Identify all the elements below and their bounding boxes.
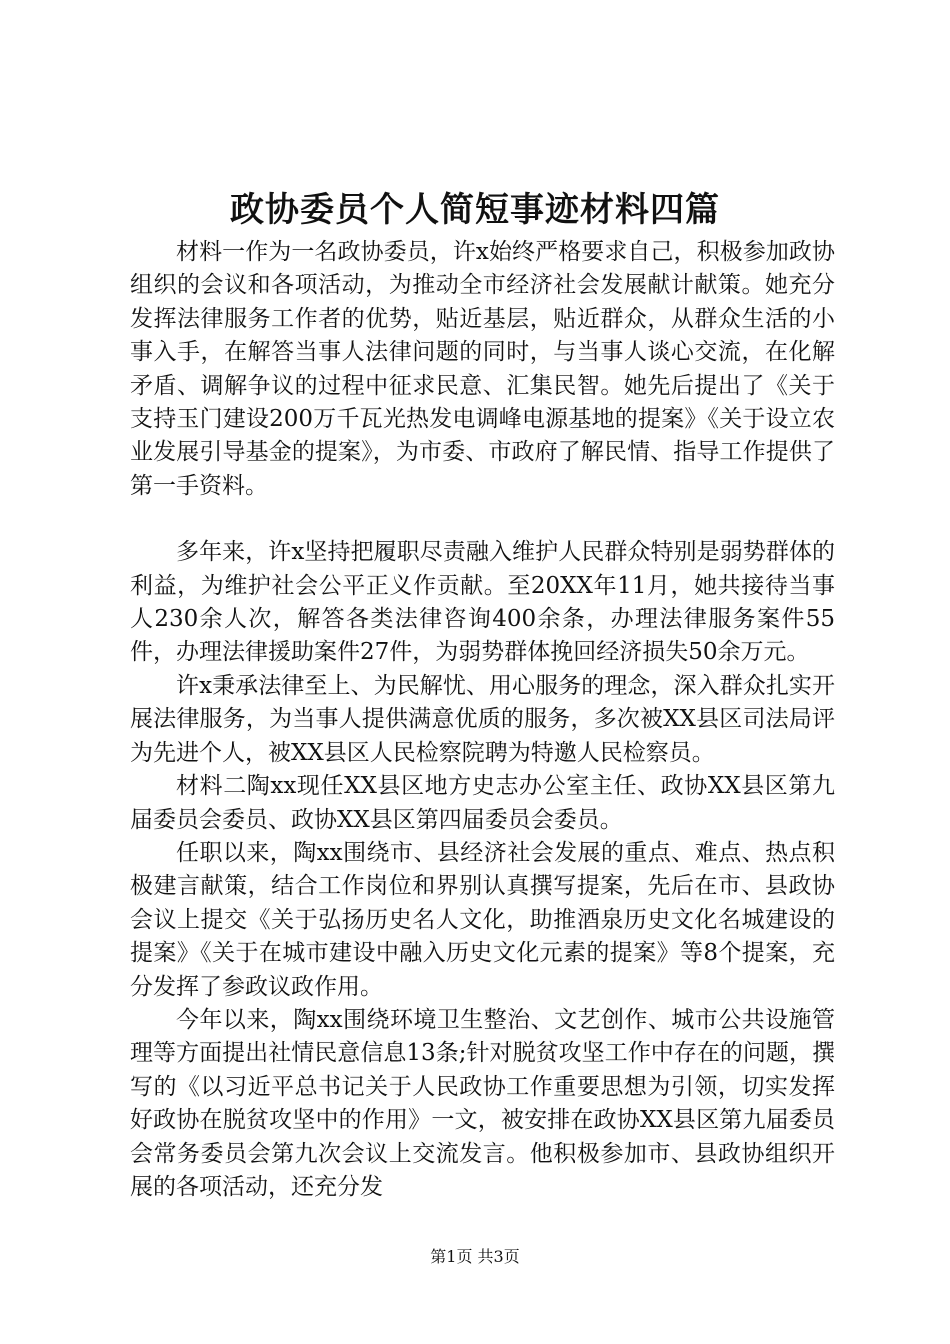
document-title: 政协委员个人简短事迹材料四篇 [230, 190, 720, 230]
paragraph: 材料二陶xx现任XX县区地方史志办公室主任、政协XX县区第九届委员会委员、政协XX县区第四届委员会委员。 [130, 773, 835, 833]
paragraph: 任职以来，陶xx围绕市、县经济社会发展的重点、难点、热点积极建言献策，结合工作岗位和界别认真撰写提案，先后在市、县政协会议上提交《关于弘扬历史名人文化，助推酒泉历史文化名城建设的提案》《关于在城市建设中融入历史文化元素的提案》等8个提案，充分发挥了参政议政作用。 [130, 839, 835, 1000]
paragraph: 材料一作为一名政协委员，许x始终严格要求自己，积极参加政协组织的会议和各项活动，为推动全市经济社会发展献计献策。她充分发挥法律服务工作者的优势，贴近基层，贴近群众，从群众生活的小事入手，在解答当事人法律问题的同时，与当事人谈心交流，在化解矛盾、调解争议的过程中征求民意、汇集民智。她先后提出了《关于支持玉门建设200万千瓦光热发电调峰电源基地的提案》《关于设立农业发展引导基金的提案》，为市委、市政府了解民情、指导工作提供了第一手资料。 [130, 239, 835, 499]
paragraph: 今年以来，陶xx围绕环境卫生整治、文艺创作、城市公共设施管理等方面提出社情民意信息13条;针对脱贫攻坚工作中存在的问题，撰写的《以习近平总书记关于人民政协工作重要思想为引领，切实发挥好政协在脱贫攻坚中的作用》一文，被安排在政协XX县区第九届委员会常务委员会第九次会议上交流发言。他积极参加市、县政协组织开展的各项活动，还充分发 [130, 1006, 835, 1200]
page-number-footer: 第1页 共3页 [430, 1247, 520, 1266]
paragraph: 多年来，许x坚持把履职尽责融入维护人民群众特别是弱势群体的利益，为维护社会公平正义作贡献。至20XX年11月，她共接待当事人230余人次，解答各类法律咨询400余条，办理法律服务案件55件，办理法律援助案件27件，为弱势群体挽回经济损失50余万元。 [130, 539, 835, 666]
paragraph: 许x秉承法律至上、为民解忧、用心服务的理念，深入群众扎实开展法律服务，为当事人提供满意优质的服务，多次被XX县区司法局评为先进个人，被XX县区人民检察院聘为特邀人民检察员。 [130, 672, 835, 766]
document-body [130, 236, 835, 1204]
